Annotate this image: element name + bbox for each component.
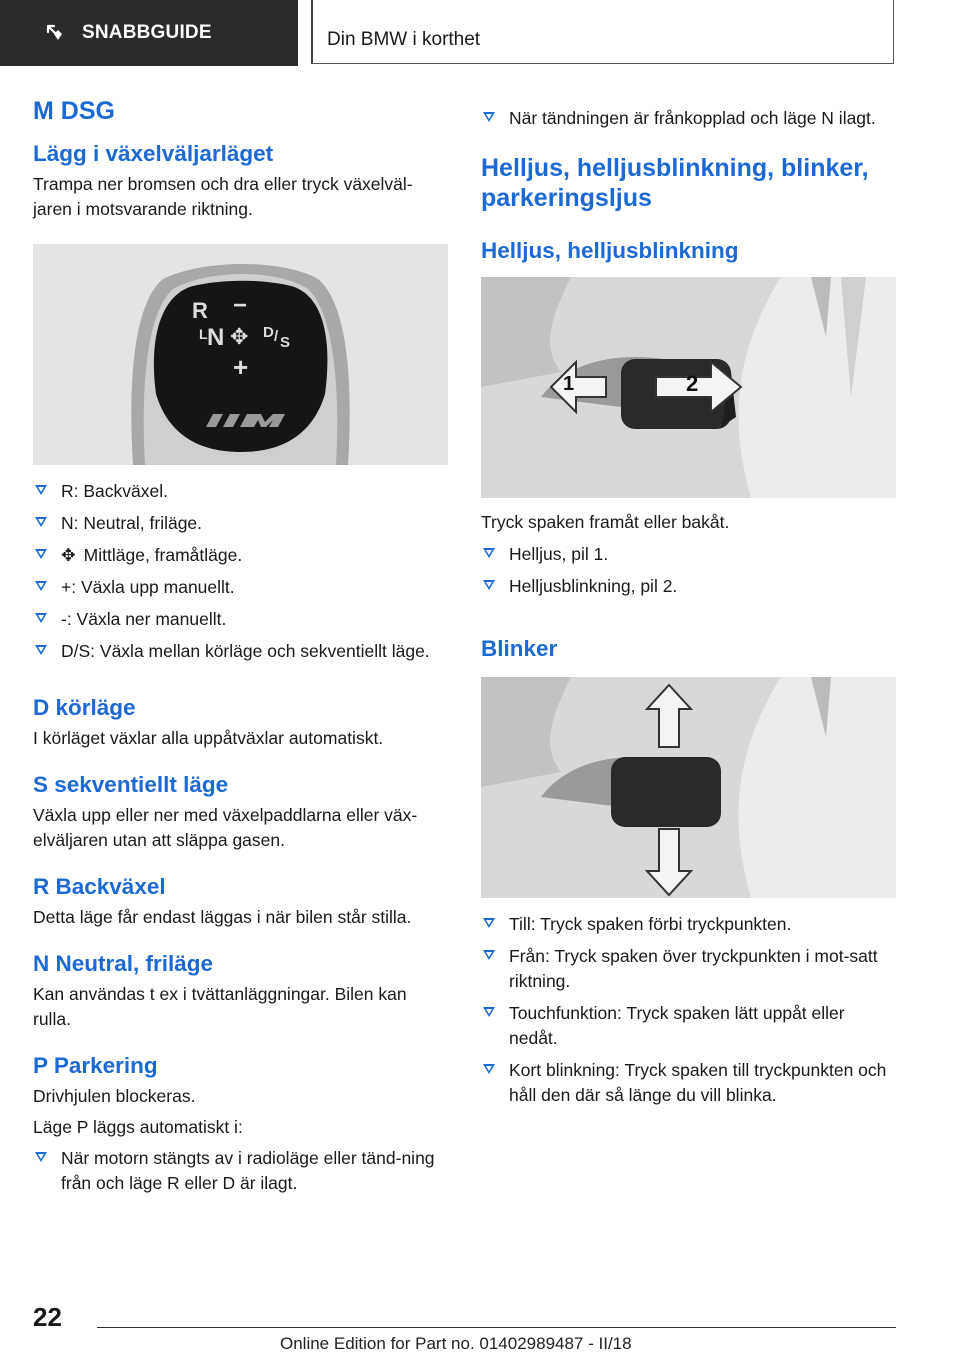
edition-text: Online Edition for Part no. 01402989487 - II/18	[280, 1334, 632, 1353]
bullet-triangle-icon	[483, 950, 495, 960]
list-item: N: Neutral, friläge.	[33, 511, 448, 536]
bullet-triangle-icon	[35, 517, 47, 527]
d-mode-heading: D körläge	[33, 695, 136, 720]
high-beam-image	[481, 277, 896, 498]
right-column	[481, 106, 896, 1108]
p-mode-list	[33, 1146, 448, 1196]
list-item: Helljus, pil 1.	[481, 542, 896, 567]
high-beam-list	[481, 542, 896, 599]
s-mode-heading: S sekventiellt läge	[33, 772, 229, 797]
s-mode-text: Växla upp eller ner med växelpaddlarna eller väx-elväljaren utan att släppa gasen.	[33, 805, 418, 850]
bullet-triangle-icon	[483, 1007, 495, 1017]
gear-center-icon: ✥	[230, 324, 249, 349]
turn-signal-image	[481, 677, 896, 898]
list-item: När tändningen är frånkopplad och läge N ilagt.	[481, 106, 896, 131]
bullet-triangle-icon	[35, 1152, 47, 1162]
bullet-triangle-icon	[483, 918, 495, 928]
page-footer	[0, 1290, 960, 1362]
bullet-triangle-icon	[483, 1064, 495, 1074]
section-tab-label: SNABBGUIDE	[82, 22, 212, 43]
d-mode-text: I körläget växlar alla uppåtväxlar automatiskt.	[33, 728, 384, 748]
page-number: 22	[33, 1302, 62, 1332]
lights-heading: Helljus, helljusblinkning, blinker, parkeringsljus	[481, 154, 869, 212]
list-item: R: Backväxel.	[33, 479, 448, 504]
gear-label-plus: +	[233, 352, 249, 382]
list-item: +: Växla upp manuellt.	[33, 575, 448, 600]
bullet-triangle-icon	[483, 112, 495, 122]
list-item: D/S: Växla mellan körläge och sekventiellt läge.	[33, 639, 448, 664]
high-beam-heading: Helljus, helljusblinkning	[481, 238, 739, 263]
center-position-icon: ✥	[61, 545, 76, 565]
list-item: Touchfunktion: Tryck spaken lätt uppåt eller nedåt.	[481, 1001, 896, 1051]
p-mode-heading: P Parkering	[33, 1053, 158, 1078]
n-mode-heading: N Neutral, friläge	[33, 951, 214, 976]
arrow-2-label: 2	[686, 371, 699, 396]
gear-label-n: N	[207, 324, 225, 351]
bullet-triangle-icon	[483, 548, 495, 558]
hand-pointer-icon	[44, 22, 66, 44]
gear-label-r: R	[192, 298, 208, 323]
footer-divider	[97, 1327, 896, 1328]
m-dsg-heading: M DSG	[33, 97, 115, 125]
gear-label-s: S	[280, 334, 291, 351]
arrow-1-label: 1	[563, 373, 575, 395]
bullet-triangle-icon	[35, 613, 47, 623]
bullet-triangle-icon	[35, 485, 47, 495]
r-mode-text: Detta läge får endast läggas i när bilen står stilla.	[33, 907, 412, 927]
page-header	[0, 0, 960, 66]
gear-select-text: Trampa ner bromsen och dra eller tryck växelväl-jaren i motsvarande riktning.	[33, 174, 413, 219]
turn-signal-list	[481, 912, 896, 1108]
list-item: Helljusblinkning, pil 2.	[481, 574, 896, 599]
bullet-triangle-icon	[35, 581, 47, 591]
bullet-triangle-icon	[483, 580, 495, 590]
gear-label-l: L	[199, 326, 208, 342]
p-mode-list-continued	[481, 106, 896, 131]
list-item: När motorn stängts av i radioläge eller tänd-ning från och läge R eller D är ilagt.	[33, 1146, 448, 1196]
gear-positions-list	[33, 479, 448, 664]
p-mode-auto-text: Läge P läggs automatiskt i:	[33, 1117, 243, 1137]
gear-label-d: D	[263, 324, 274, 341]
p-mode-text: Drivhjulen blockeras.	[33, 1086, 196, 1106]
list-item: -: Växla ner manuellt.	[33, 607, 448, 632]
turn-signal-heading: Blinker	[481, 636, 558, 661]
bullet-triangle-icon	[35, 549, 47, 559]
list-item: Till: Tryck spaken förbi tryckpunkten.	[481, 912, 896, 937]
n-mode-text: Kan användas t ex i tvättanläggningar. Bilen kan rulla.	[33, 984, 407, 1029]
list-item: ✥ Mittläge, framåtläge.	[33, 543, 448, 568]
gear-selector-image	[33, 244, 448, 465]
left-column	[33, 96, 448, 1196]
high-beam-text: Tryck spaken framåt eller bakåt.	[481, 512, 730, 532]
chapter-title: Din BMW i korthet	[327, 29, 481, 50]
gear-label-slash: /	[274, 328, 279, 345]
list-item: Från: Tryck spaken över tryckpunkten i mot-satt riktning.	[481, 944, 896, 994]
section-tab[interactable]	[0, 0, 298, 66]
bullet-triangle-icon	[35, 645, 47, 655]
chapter-title-box	[311, 0, 894, 64]
gear-label-minus: −	[233, 292, 248, 319]
r-mode-heading: R Backväxel	[33, 874, 166, 899]
list-item: Kort blinkning: Tryck spaken till tryckpunkten och håll den där så länge du vill blinka.	[481, 1058, 896, 1108]
gear-select-heading: Lägg i växelväljarläget	[33, 141, 274, 166]
